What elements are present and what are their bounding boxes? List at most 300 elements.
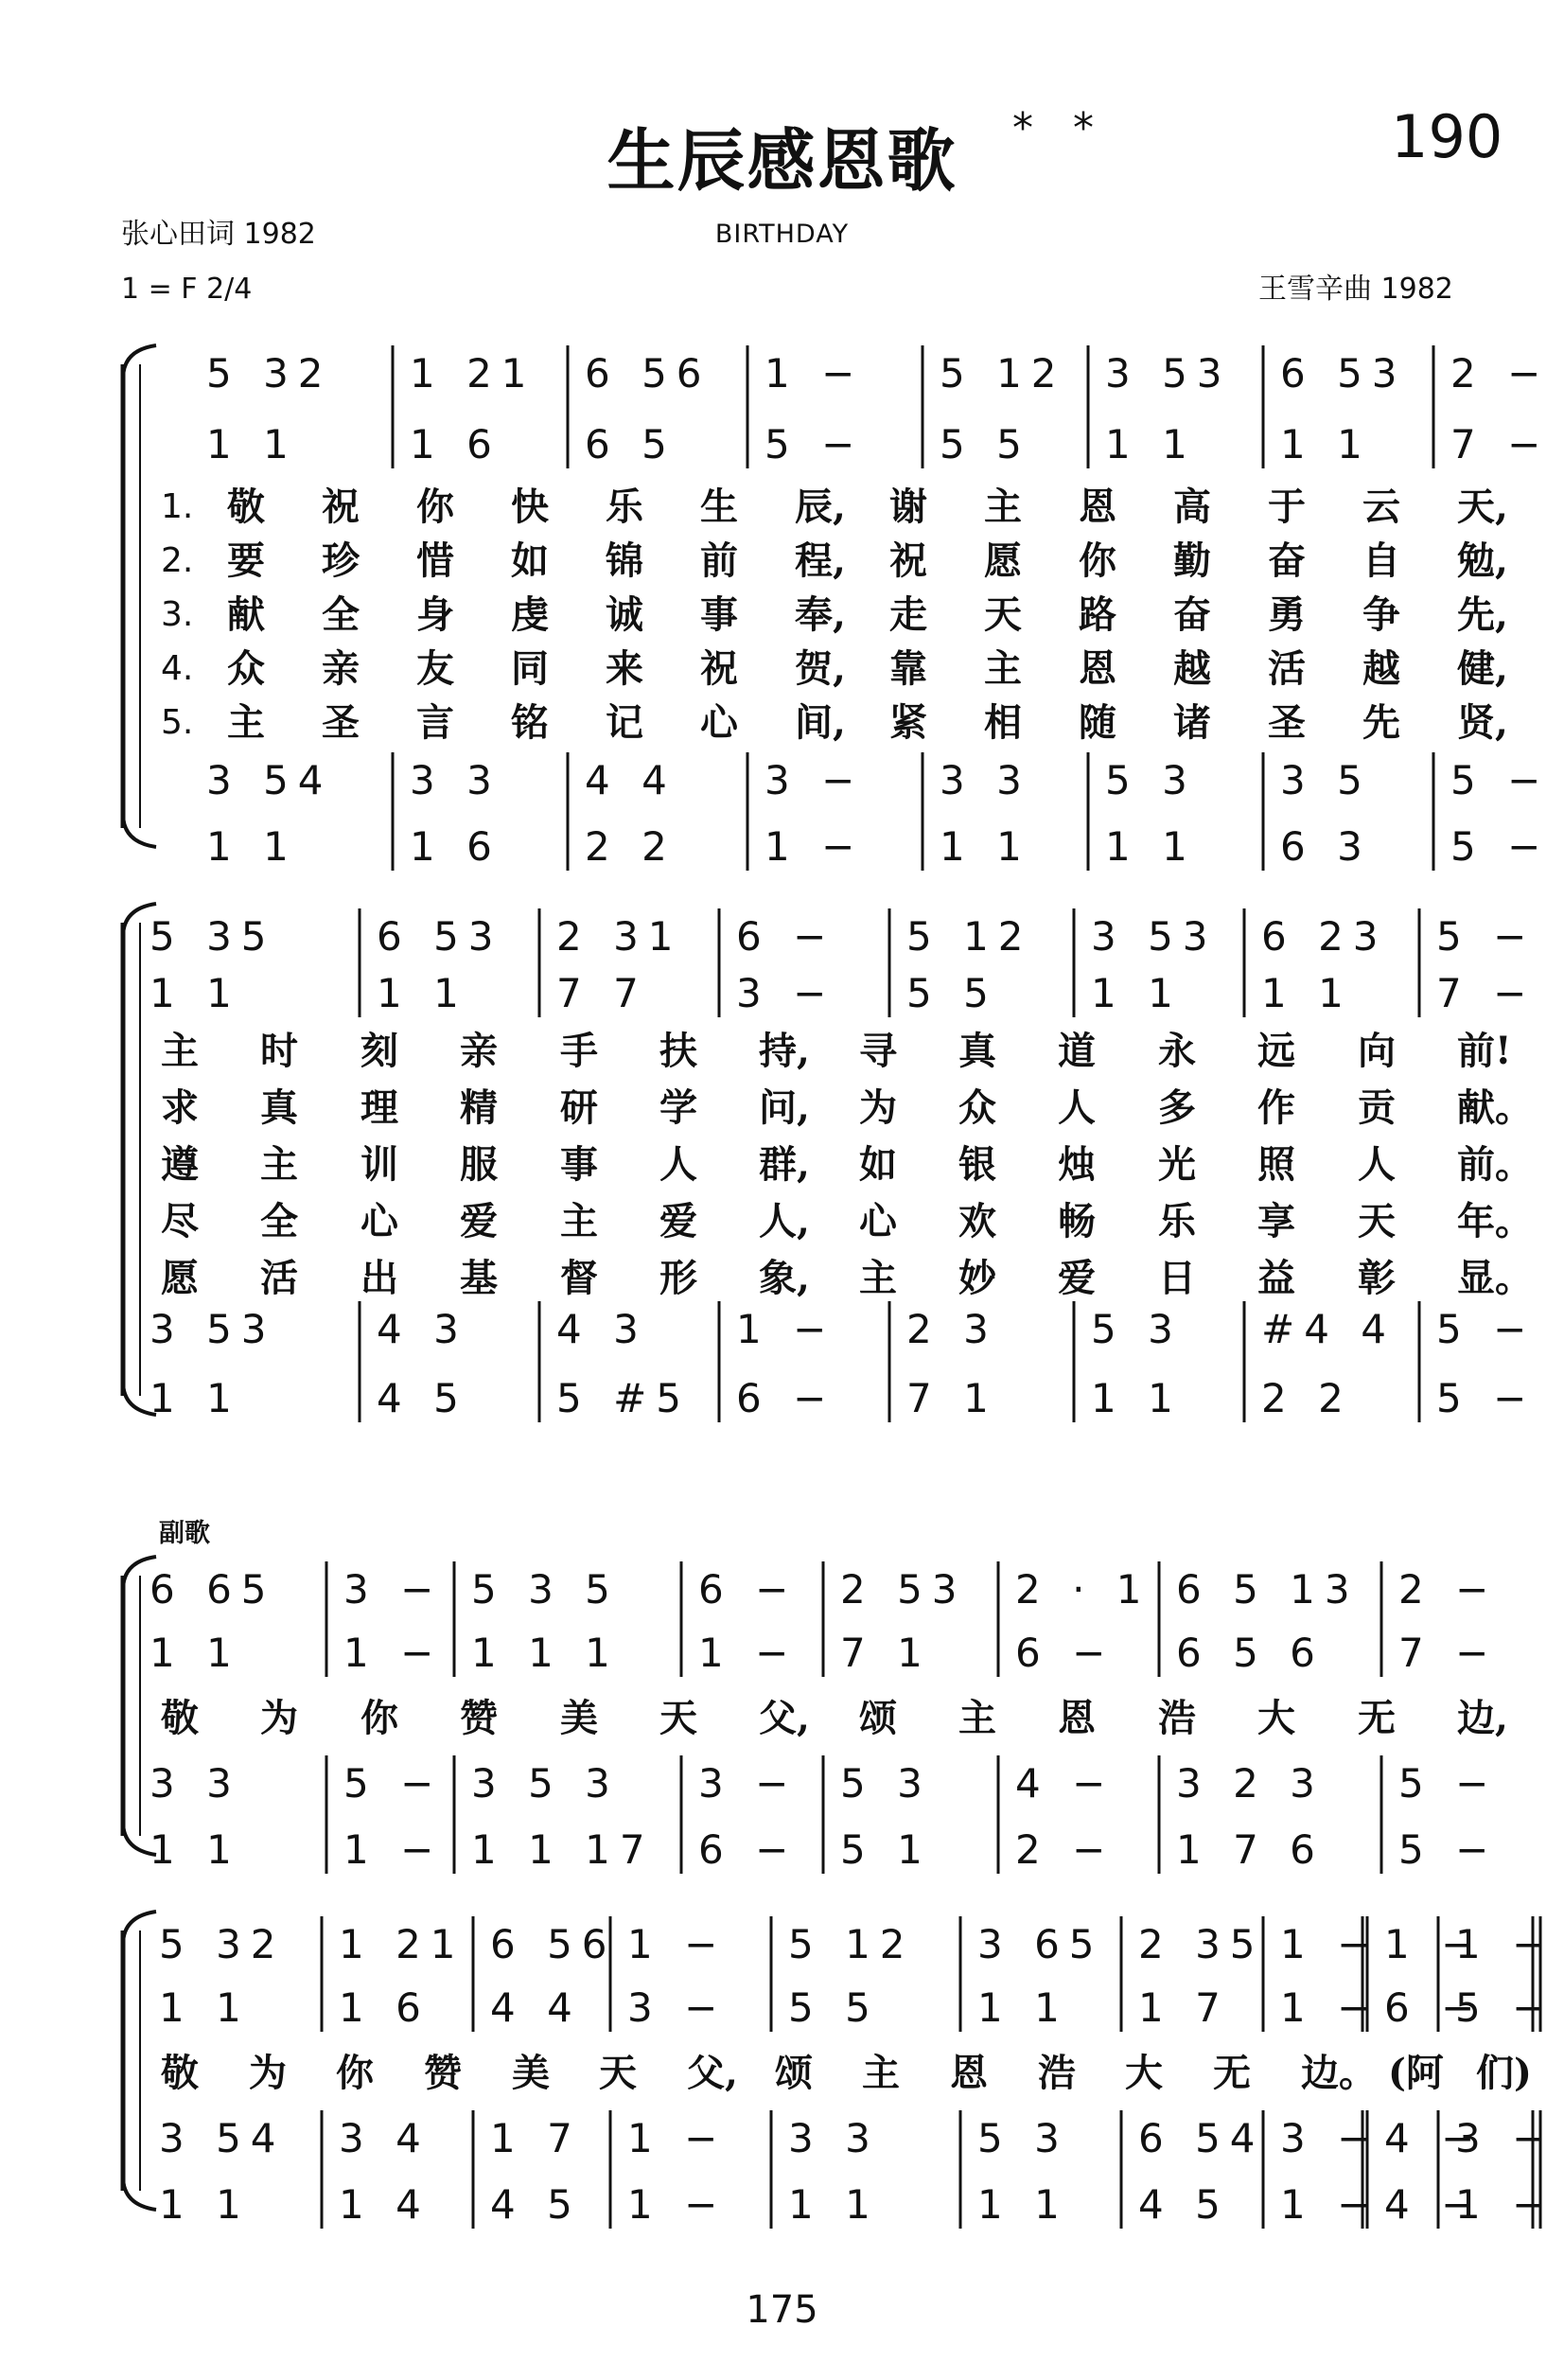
measure-bass: 1 1 <box>159 2181 251 2228</box>
measure-soprano: 5 32 <box>206 350 333 397</box>
measure-bass: 1 7 6 <box>1176 1826 1325 1873</box>
lyric-syllable: 遵 <box>161 1142 199 1187</box>
lyric-syllable: 锦 <box>606 538 643 583</box>
lyric-syllable: 真 <box>958 1029 996 1073</box>
measure-tenor: 3 4 <box>339 2115 431 2161</box>
measure-tenor: 3 53 <box>149 1306 276 1352</box>
measure-tenor: 3 − <box>1455 2115 1555 2161</box>
verse-line <box>0 1084 1564 1133</box>
lyric-syllable: 照 <box>1257 1142 1295 1187</box>
lyric-syllable: 问, <box>759 1085 810 1130</box>
lyric-syllable: 象, <box>759 1256 810 1300</box>
notes-row-bass <box>0 2181 1564 2229</box>
lyric-syllable: 众 <box>958 1085 996 1130</box>
measure-bass: 6 − <box>736 1375 836 1421</box>
verse-number: 2. <box>161 541 194 580</box>
lyricist-credit: 张心田词 1982 <box>121 218 316 251</box>
measure-alto: 7 − <box>1436 970 1537 1016</box>
hymn-number: 190 <box>1391 102 1503 171</box>
lyric-syllable: 永 <box>1158 1029 1196 1073</box>
measure-alto: 5 5 <box>940 421 1031 467</box>
measure-soprano: 1 − <box>764 350 865 397</box>
measure-alto: 1 1 <box>1280 421 1372 467</box>
lyric-syllable: 边, <box>1457 1696 1508 1740</box>
measure-alto: 6 − <box>1384 1984 1485 2031</box>
measure-alto: 1 7 <box>1138 1984 1230 2031</box>
lyric-syllable: 敬 <box>227 485 265 529</box>
measure-alto: 1 − <box>1280 1984 1380 2031</box>
measure-soprano: 1 − <box>627 1921 728 1967</box>
lyric-syllable: 享 <box>1257 1199 1295 1243</box>
lyric-syllable: 尽 <box>161 1199 199 1243</box>
measure-bass: 1 − <box>1455 2181 1555 2228</box>
lyric-syllable: 主 <box>161 1029 199 1073</box>
notes-row-tenor <box>0 757 1564 804</box>
lyric-syllable: 前 <box>700 538 738 583</box>
measure-soprano: 5 12 <box>940 350 1066 397</box>
verse-line <box>0 644 1564 694</box>
lyric-syllable: 天 <box>659 1696 697 1740</box>
lyric-syllable: 人 <box>1058 1085 1096 1130</box>
measure-soprano: 1 − <box>1280 1921 1380 1967</box>
lyric-syllable: 路 <box>1079 592 1116 637</box>
measure-tenor: 4 − <box>1384 2115 1485 2161</box>
lyric-syllable: 勇 <box>1268 592 1306 637</box>
lyric-syllable: 敬 <box>161 2051 199 2095</box>
lyric-syllable: 日 <box>1158 1256 1196 1300</box>
notes-row-alto <box>0 421 1564 468</box>
lyric-syllable: 向 <box>1358 1029 1396 1073</box>
measure-alto: 5 − <box>764 421 865 467</box>
measure-alto: 1 1 <box>977 1984 1069 2031</box>
notes-row-tenor <box>0 1760 1564 1807</box>
verse-line <box>0 1197 1564 1246</box>
measure-tenor: 1 − <box>736 1306 836 1352</box>
lyric-syllable: 年。 <box>1457 1199 1533 1243</box>
lyric-syllable: 贺, <box>795 646 846 691</box>
lyric-syllable: 彰 <box>1358 1256 1396 1300</box>
lyric-syllable: 为 <box>260 1696 298 1740</box>
lyric-syllable: 来 <box>606 646 643 691</box>
measure-bass: 2 2 <box>585 823 677 870</box>
measure-tenor: 4 3 <box>556 1306 648 1352</box>
lyric-syllable: 银 <box>958 1142 996 1187</box>
measure-tenor: 3 3 <box>410 757 501 803</box>
verse-number: 4. <box>161 649 194 688</box>
notes-row-bass <box>0 1826 1564 1874</box>
verse-line <box>0 1694 1564 1743</box>
measure-tenor: 3 54 <box>159 2115 286 2161</box>
lyric-syllable: 天 <box>599 2051 637 2095</box>
measure-bass: 4 5 <box>377 1375 468 1421</box>
hymn-title: 生辰感恩歌 <box>606 120 958 201</box>
notes-row-alto <box>0 970 1564 1017</box>
lyric-syllable: 服 <box>460 1142 498 1187</box>
lyric-syllable: 贡 <box>1358 1085 1396 1130</box>
lyric-syllable: 道 <box>1058 1029 1096 1073</box>
key-signature: 1 = F 2/4 <box>121 273 253 306</box>
measure-alto: 6 − <box>1015 1630 1116 1676</box>
lyric-syllable: 惜 <box>416 538 454 583</box>
measure-bass: 2 2 <box>1261 1375 1353 1421</box>
lyric-syllable: 虔 <box>511 592 549 637</box>
lyric-syllable: 心 <box>700 700 738 745</box>
lyric-syllable: 恩 <box>1079 646 1116 691</box>
lyric-syllable: 同 <box>511 646 549 691</box>
measure-alto: 1 1 <box>206 421 298 467</box>
lyric-syllable: 父, <box>687 2051 738 2095</box>
measure-bass: 5 − <box>1398 1826 1499 1873</box>
lyric-syllable: 愿 <box>161 1256 199 1300</box>
lyric-syllable: 爱 <box>659 1199 697 1243</box>
notes-row-soprano <box>0 350 1564 397</box>
lyric-syllable: 持, <box>759 1029 810 1073</box>
lyric-syllable: 言 <box>416 700 454 745</box>
measure-bass: 1 − <box>627 2181 728 2228</box>
lyric-syllable: 间, <box>795 700 846 745</box>
measure-soprano: 2 − <box>1398 1566 1499 1613</box>
lyric-syllable: 为 <box>859 1085 897 1130</box>
lyric-syllable: 寻 <box>859 1029 897 1073</box>
lyric-syllable: 主 <box>958 1696 996 1740</box>
lyric-syllable: 身 <box>416 592 454 637</box>
measure-tenor: 3 3 <box>940 757 1031 803</box>
measure-soprano: 2 31 <box>556 913 683 960</box>
lyric-syllable: 恩 <box>950 2051 988 2095</box>
measure-bass: 1 1 <box>977 2181 1069 2228</box>
measure-bass: 1 6 <box>410 823 501 870</box>
notes-row-soprano <box>0 1921 1564 1968</box>
english-subtitle: BIRTHDAY <box>714 220 850 249</box>
measure-bass: 1 − <box>1280 2181 1380 2228</box>
lyric-syllable: 献 <box>227 592 265 637</box>
notes-row-soprano <box>0 913 1564 961</box>
lyric-syllable: 形 <box>659 1256 697 1300</box>
verse-number: 3. <box>161 595 194 634</box>
lyric-syllable: 诚 <box>606 592 643 637</box>
measure-alto: 1 1 <box>1091 970 1183 1016</box>
lyric-syllable: 美 <box>560 1696 598 1740</box>
lyric-syllable: 爱 <box>1058 1256 1096 1300</box>
lyric-syllable: 训 <box>360 1142 398 1187</box>
lyric-syllable: (阿 <box>1388 2051 1444 2095</box>
measure-alto: 1 1 <box>377 970 468 1016</box>
lyric-syllable: 父, <box>759 1696 810 1740</box>
measure-bass: 5 − <box>1450 823 1551 870</box>
lyric-syllable: 诸 <box>1173 700 1211 745</box>
lyric-syllable: 颂 <box>859 1696 897 1740</box>
lyric-syllable: 群, <box>759 1142 810 1187</box>
notes-row-tenor <box>0 1306 1564 1353</box>
measure-soprano: 6 53 <box>377 913 503 960</box>
measure-bass: 1 1 <box>149 1375 241 1421</box>
lyric-syllable: 天, <box>1457 485 1508 529</box>
lyric-syllable: 全 <box>260 1199 298 1243</box>
measure-alto: 4 4 <box>490 1984 582 2031</box>
measure-soprano: 6 23 <box>1261 913 1388 960</box>
lyric-syllable: 主 <box>227 700 265 745</box>
measure-bass: 5 1 <box>840 1826 932 1873</box>
measure-soprano: 5 3 5 <box>471 1566 620 1613</box>
measure-alto: 6 5 6 <box>1176 1630 1325 1676</box>
measure-bass: 4 − <box>1384 2181 1485 2228</box>
measure-alto: 7 1 <box>840 1630 932 1676</box>
lyric-syllable: 记 <box>606 700 643 745</box>
measure-alto: 1 1 1 <box>471 1630 620 1676</box>
measure-bass: 1 1 <box>940 823 1031 870</box>
measure-alto: 3 − <box>627 1984 728 2031</box>
measure-alto: 1 1 <box>149 970 241 1016</box>
lyric-syllable: 扶 <box>659 1029 697 1073</box>
measure-soprano: 6 − <box>698 1566 799 1613</box>
measure-bass: 6 − <box>698 1826 799 1873</box>
measure-alto: 1 − <box>698 1630 799 1676</box>
measure-bass: 1 1 <box>149 1826 241 1873</box>
verse-number: 5. <box>161 703 194 742</box>
measure-soprano: 1 − <box>1455 1921 1555 1967</box>
lyric-syllable: 奉, <box>795 592 846 637</box>
measure-alto: 7 − <box>1398 1630 1499 1676</box>
measure-tenor: 2 3 <box>906 1306 998 1352</box>
measure-bass: 1 1 17 <box>471 1826 655 1873</box>
lyric-syllable: 相 <box>984 700 1022 745</box>
verse-line <box>0 698 1564 748</box>
measure-tenor: 3 − <box>1280 2115 1380 2161</box>
difficulty-stars: * * <box>1012 104 1107 152</box>
measure-bass: 7 1 <box>906 1375 998 1421</box>
lyric-syllable: 奋 <box>1268 538 1306 583</box>
measure-bass: 6 3 <box>1280 823 1372 870</box>
measure-tenor: 3 2 3 <box>1176 1760 1325 1807</box>
lyric-syllable: 圣 <box>322 700 360 745</box>
measure-soprano: 5 35 <box>149 913 276 960</box>
lyric-syllable: 众 <box>227 646 265 691</box>
lyric-syllable: 手 <box>560 1029 598 1073</box>
lyric-syllable: 浩 <box>1038 2051 1076 2095</box>
lyric-syllable: 云 <box>1362 485 1400 529</box>
measure-tenor: 5 3 <box>1091 1306 1183 1352</box>
measure-soprano: 3 53 <box>1105 350 1232 397</box>
lyric-syllable: 事 <box>700 592 738 637</box>
measure-soprano: 5 12 <box>906 913 1033 960</box>
lyric-syllable: 颂 <box>775 2051 813 2095</box>
lyric-syllable: 美 <box>512 2051 550 2095</box>
measure-tenor: 3 5 3 <box>471 1760 620 1807</box>
notes-row-alto <box>0 1984 1564 2032</box>
lyric-syllable: 学 <box>659 1085 697 1130</box>
measure-bass: 4 5 <box>1138 2181 1230 2228</box>
measure-tenor: 1 7 <box>490 2115 582 2161</box>
lyric-syllable: 先 <box>1362 700 1400 745</box>
notes-row-alto <box>0 1630 1564 1677</box>
lyric-syllable: 越 <box>1173 646 1211 691</box>
lyric-syllable: 无 <box>1213 2051 1251 2095</box>
lyric-syllable: 贤, <box>1457 700 1508 745</box>
measure-soprano: 6 65 <box>149 1566 276 1613</box>
lyric-syllable: 人 <box>659 1142 697 1187</box>
measure-soprano: 5 − <box>1436 913 1537 960</box>
measure-alto: 1 − <box>343 1630 444 1676</box>
lyric-syllable: 心 <box>859 1199 897 1243</box>
lyric-syllable: 赞 <box>460 1696 498 1740</box>
lyric-syllable: 活 <box>1268 646 1306 691</box>
verse-line <box>0 1027 1564 1076</box>
lyric-syllable: 前! <box>1457 1029 1512 1073</box>
lyric-syllable: 快 <box>511 485 549 529</box>
lyric-syllable: 你 <box>336 2051 374 2095</box>
composer-credit: 王雪辛曲 1982 <box>1258 273 1453 306</box>
measure-tenor: 3 54 <box>206 757 333 803</box>
lyric-syllable: 督 <box>560 1256 598 1300</box>
lyric-syllable: 随 <box>1079 700 1116 745</box>
verse-line <box>0 1254 1564 1303</box>
lyric-syllable: 献。 <box>1457 1085 1533 1130</box>
measure-bass: 1 − <box>343 1826 444 1873</box>
lyric-syllable: 主 <box>859 1256 897 1300</box>
measure-soprano: 2 · 1 <box>1015 1566 1151 1613</box>
lyric-syllable: 天 <box>984 592 1022 637</box>
measure-soprano: 2 − <box>1450 350 1551 397</box>
measure-soprano: 1 21 <box>339 1921 466 1967</box>
lyric-syllable: 畅 <box>1058 1199 1096 1243</box>
measure-soprano: 3 − <box>343 1566 444 1613</box>
measure-bass: 1 1 <box>1105 823 1197 870</box>
lyric-syllable: 辰, <box>795 485 846 529</box>
page-number: 175 <box>746 2288 818 2332</box>
lyric-syllable: 要 <box>227 538 265 583</box>
lyric-syllable: 远 <box>1257 1029 1295 1073</box>
lyric-syllable: 爱 <box>460 1199 498 1243</box>
measure-soprano: 6 56 <box>490 1921 617 1967</box>
lyric-syllable: 如 <box>511 538 549 583</box>
lyric-syllable: 紧 <box>889 700 927 745</box>
lyric-syllable: 烛 <box>1058 1142 1096 1187</box>
measure-alto: 7 7 <box>556 970 648 1016</box>
lyric-syllable: 天 <box>1358 1199 1396 1243</box>
measure-soprano: 5 32 <box>159 1921 286 1967</box>
measure-soprano: 1 − <box>1384 1921 1485 1967</box>
measure-alto: 1 1 <box>1261 970 1353 1016</box>
measure-bass: 1 4 <box>339 2181 431 2228</box>
measure-alto: 1 1 <box>1105 421 1197 467</box>
lyric-syllable: 程, <box>795 538 846 583</box>
lyric-syllable: 如 <box>859 1142 897 1187</box>
measure-tenor: 5 − <box>1450 757 1551 803</box>
measure-bass: 1 1 <box>206 823 298 870</box>
lyric-syllable: 祝 <box>889 538 927 583</box>
notes-row-bass <box>0 1375 1564 1422</box>
measure-bass: 2 − <box>1015 1826 1116 1873</box>
measure-soprano: 6 − <box>736 913 836 960</box>
lyric-syllable: 大 <box>1125 2051 1163 2095</box>
verse-line <box>0 1140 1564 1190</box>
measure-alto: 6 5 <box>585 421 677 467</box>
measure-alto: 5 5 <box>788 1984 880 2031</box>
lyric-syllable: 亲 <box>460 1029 498 1073</box>
lyric-syllable: 真 <box>260 1085 298 1130</box>
lyric-syllable: 祝 <box>700 646 738 691</box>
measure-soprano: 6 5 13 <box>1176 1566 1360 1613</box>
lyric-syllable: 祝 <box>322 485 360 529</box>
verse-line <box>0 2049 1564 2098</box>
lyric-syllable: 理 <box>360 1085 398 1130</box>
lyric-syllable: 时 <box>260 1029 298 1073</box>
lyric-syllable: 多 <box>1158 1085 1196 1130</box>
lyric-syllable: 于 <box>1268 485 1306 529</box>
measure-tenor: 5 3 <box>977 2115 1069 2161</box>
lyric-syllable: 基 <box>460 1256 498 1300</box>
measure-soprano: 3 65 <box>977 1921 1104 1967</box>
lyric-syllable: 主 <box>984 646 1022 691</box>
lyric-syllable: 争 <box>1362 592 1400 637</box>
lyric-syllable: 人 <box>1358 1142 1396 1187</box>
measure-soprano: 2 35 <box>1138 1921 1265 1967</box>
lyric-syllable: 赞 <box>424 2051 462 2095</box>
lyric-syllable: 益 <box>1257 1256 1295 1300</box>
measure-tenor: 3 − <box>764 757 865 803</box>
lyric-syllable: 出 <box>360 1256 398 1300</box>
measure-bass: 5 − <box>1436 1375 1537 1421</box>
lyric-syllable: 无 <box>1358 1696 1396 1740</box>
lyric-syllable: 自 <box>1362 538 1400 583</box>
lyric-syllable: 作 <box>1257 1085 1295 1130</box>
lyric-syllable: 先, <box>1457 592 1508 637</box>
lyric-syllable: 勉, <box>1457 538 1508 583</box>
lyric-syllable: 人, <box>759 1199 810 1243</box>
lyric-syllable: 妙 <box>958 1256 996 1300</box>
measure-tenor: 5 − <box>1436 1306 1537 1352</box>
lyric-syllable: 大 <box>1257 1696 1295 1740</box>
measure-tenor: 3 5 <box>1280 757 1372 803</box>
verse-number: 1. <box>161 487 194 526</box>
measure-tenor: 3 3 <box>788 2115 880 2161</box>
lyric-syllable: 边。 <box>1301 2051 1377 2095</box>
measure-tenor: 4 3 <box>377 1306 468 1352</box>
lyric-syllable: 主 <box>984 485 1022 529</box>
notes-row-bass <box>0 823 1564 871</box>
lyric-syllable: 为 <box>249 2051 287 2095</box>
lyric-syllable: 健, <box>1457 646 1508 691</box>
lyric-syllable: 奋 <box>1173 592 1211 637</box>
measure-tenor: 5 − <box>1398 1760 1499 1807</box>
measure-tenor: 5 3 <box>1105 757 1197 803</box>
lyric-syllable: 们) <box>1476 2051 1532 2095</box>
lyric-syllable: 全 <box>322 592 360 637</box>
lyric-syllable: 主 <box>560 1199 598 1243</box>
verse-line <box>0 591 1564 640</box>
measure-bass: 1 1 <box>1091 1375 1183 1421</box>
lyric-syllable: 亲 <box>322 646 360 691</box>
measure-bass: 1 − <box>764 823 865 870</box>
lyric-syllable: 主 <box>260 1142 298 1187</box>
lyric-syllable: 乐 <box>1158 1199 1196 1243</box>
measure-tenor: #4 4 <box>1261 1306 1396 1352</box>
measure-bass: 1 1 <box>788 2181 880 2228</box>
lyric-syllable: 勤 <box>1173 538 1211 583</box>
measure-soprano: 3 53 <box>1091 913 1218 960</box>
lyric-syllable: 你 <box>360 1696 398 1740</box>
notes-row-soprano <box>0 1566 1564 1613</box>
measure-alto: 1 6 <box>339 1984 431 2031</box>
measure-alto: 1 1 <box>149 1630 241 1676</box>
lyric-syllable: 靠 <box>889 646 927 691</box>
lyric-syllable: 生 <box>700 485 738 529</box>
measure-tenor: 5 3 <box>840 1760 932 1807</box>
refrain-label: 副歌 <box>159 1519 210 1548</box>
measure-alto: 3 − <box>736 970 836 1016</box>
measure-tenor: 6 54 <box>1138 2115 1265 2161</box>
measure-tenor: 3 3 <box>149 1760 241 1807</box>
